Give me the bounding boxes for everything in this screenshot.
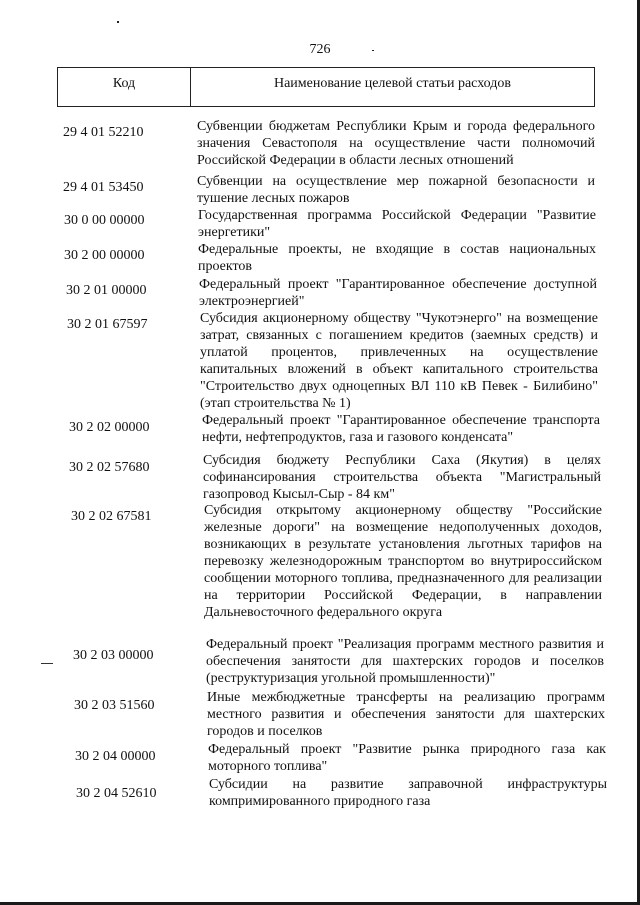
row-code: 30 2 02 57680: [69, 460, 150, 475]
row-description: Субсидии на развитие заправочной инфраструктуры компримированного природного газа: [209, 777, 607, 809]
row-code: 30 2 01 00000: [66, 283, 147, 298]
row-code: 30 2 03 00000: [73, 648, 154, 663]
row-code: 30 2 02 00000: [69, 420, 150, 435]
row-code: 30 2 00 00000: [64, 248, 145, 263]
row-description: Государственная программа Российской Федерации "Развитие энергетики": [198, 208, 596, 240]
row-description: Федеральный проект "Гарантированное обеспечение транспорта нефти, нефтепродуктов, газа и газового конденсата": [202, 413, 600, 445]
header-name: Наименование целевой статьи расходов: [273, 76, 512, 91]
row-description: Субсидия открытому акционерному обществу "Российские железные дороги" на возмещение недополученных доходов, возникающих в результате установления льготных тарифов на перевозку железнодорожным транспортом во внутрироссийском сообщении моторного топлива, предназначенного для реализации на территории Российской Федерации, в направлении Дальневосточного федерального округа: [204, 503, 602, 620]
row-code: 29 4 01 52210: [63, 125, 144, 140]
row-code: 30 2 04 00000: [75, 749, 156, 764]
row-description: Федеральный проект "Реализация программ местного развития и обеспечения занятости для шахтерских городов и поселков (реструктуризация угольной промышленности)": [206, 637, 604, 686]
row-description: Иные межбюджетные трансферты на реализацию программ местного развития и обеспечения занятости для шахтерских городов и поселков: [207, 690, 605, 739]
margin-mark: [41, 663, 53, 664]
row-description: Федеральные проекты, не входящие в состав национальных проектов: [198, 242, 596, 274]
row-code: 30 2 01 67597: [67, 317, 148, 332]
row-code: 30 2 04 52610: [76, 786, 157, 801]
table-header: [57, 67, 595, 107]
row-description: Федеральный проект "Развитие рынка природного газа как моторного топлива": [208, 742, 606, 774]
row-description: Субсидия бюджету Республики Саха (Якутия) в целях софинансирования строительства объекта "Магистральный газопровод Кысыл-Сыр - 84 км": [203, 453, 601, 502]
row-description: Субвенции бюджетам Республики Крым и города федерального значения Севастополя на осуществление части полномочий Российской Федерации в области лесных отношений: [197, 119, 595, 168]
scan-speck: [117, 21, 119, 23]
row-description: Субсидия акционерному обществу "Чукотэнерго" на возмещение затрат, связанных с погашением кредитов (заемных средств) и уплатой процентов, привлеченных на осуществление капитальных вложений в объект капитального строительства "Строительство двух одноцепных ВЛ 110 кВ Певек - Билибино" (этап строительства № 1): [200, 311, 598, 411]
row-description: Субвенции на осуществление мер пожарной безопасности и тушение лесных пожаров: [197, 174, 595, 206]
row-description: Федеральный проект "Гарантированное обеспечение доступной электроэнергией": [199, 277, 597, 309]
row-code: 30 2 02 67581: [71, 509, 152, 524]
page-number: 726: [309, 42, 331, 57]
row-code: 29 4 01 53450: [63, 180, 144, 195]
header-code: Код: [58, 68, 191, 106]
row-code: 30 0 00 00000: [64, 213, 145, 228]
row-code: 30 2 03 51560: [74, 698, 155, 713]
